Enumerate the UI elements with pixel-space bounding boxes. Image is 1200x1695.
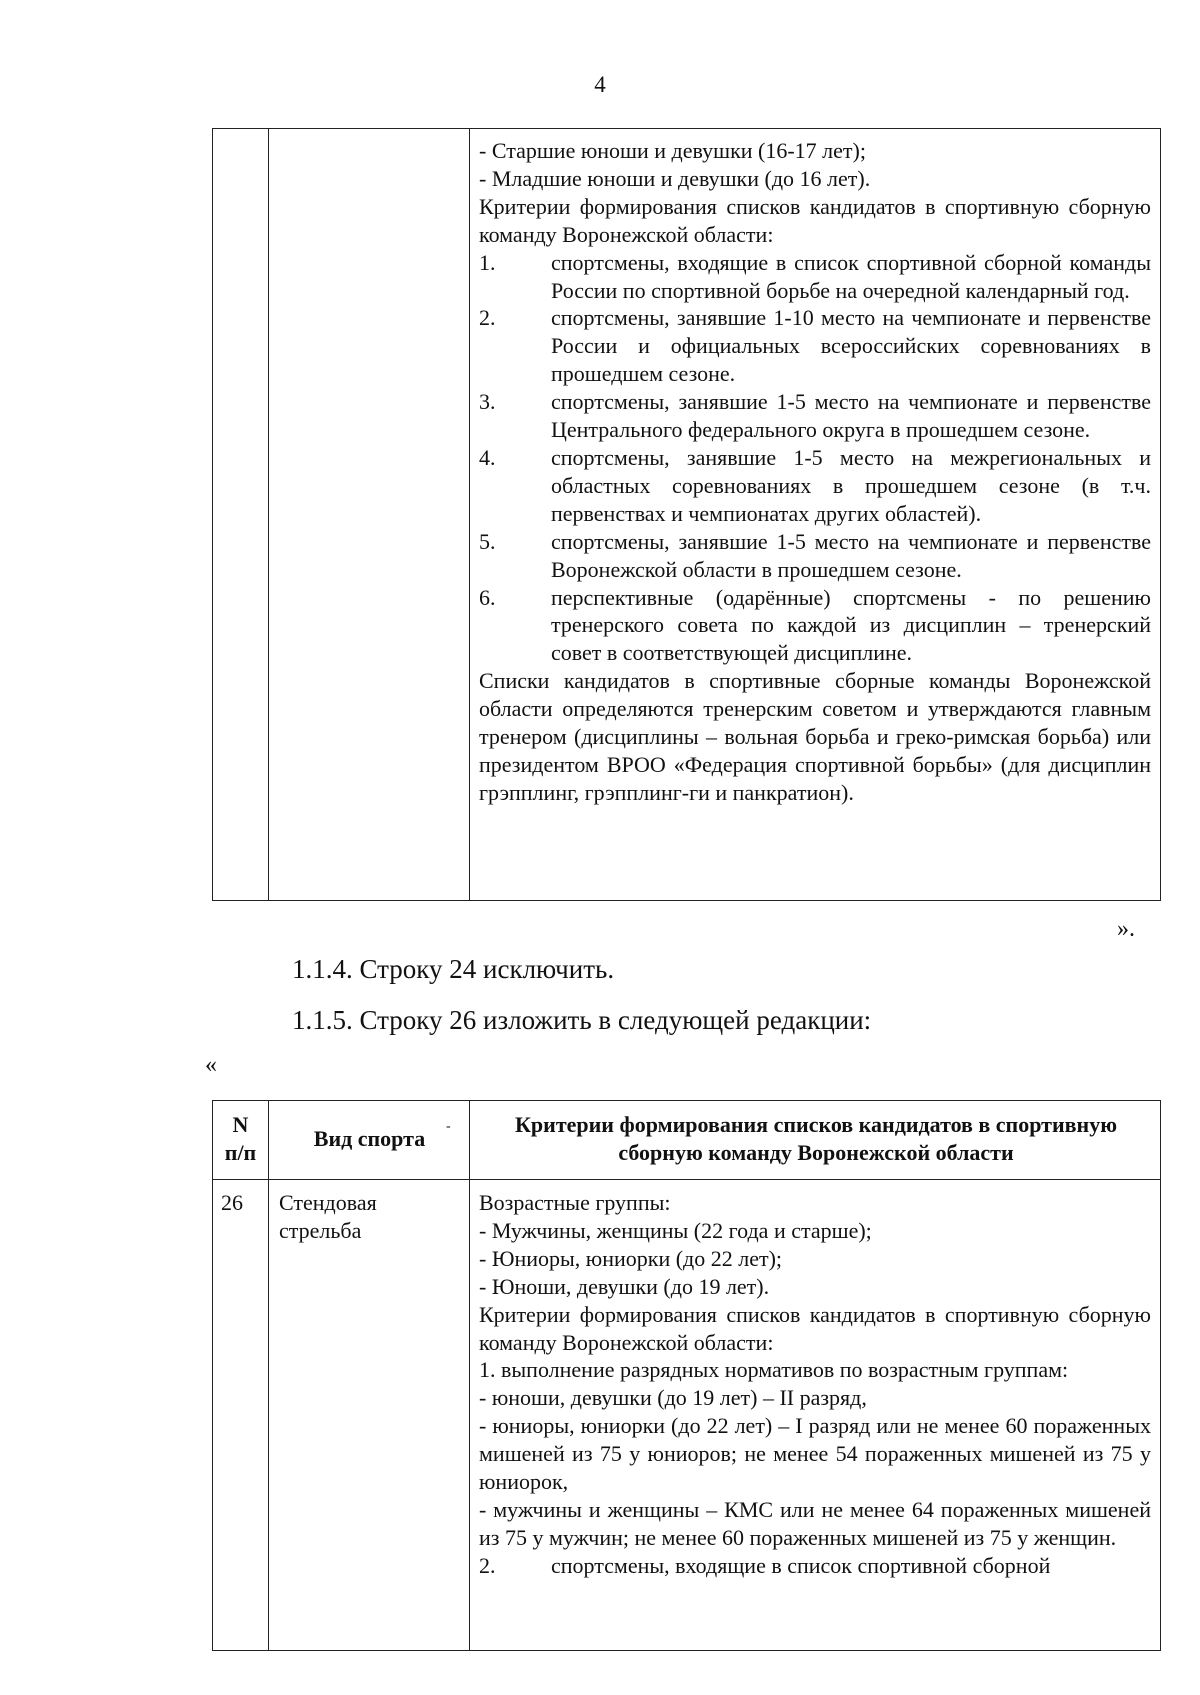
header-divider <box>213 1179 1160 1180</box>
criteria-heading: Критерии формирования списков кандидатов в спортивную сборную команду Воронежской области: <box>479 1301 1151 1355</box>
scan-mark: - <box>446 1119 451 1134</box>
age-group-line: - Старшие юноши и девушки (16-17 лет); <box>479 138 866 163</box>
column-divider <box>469 129 470 900</box>
row-criteria <box>479 1189 1151 1580</box>
age-group-line: - Мужчины, женщины (22 года и старше); <box>479 1217 872 1243</box>
header-sport: Вид спорта <box>313 1126 426 1151</box>
age-group-line: Возрастные группы: <box>479 1190 671 1215</box>
column-divider <box>268 1101 269 1650</box>
norm-line: - мужчины и женщины – КМС или не менее 64 пораженных мишеней из 75 у мужчин; не менее 60 пораженных мишеней из 75 у женщин. <box>479 1496 1151 1550</box>
sport-line: стрельба <box>279 1217 362 1243</box>
criteria-item <box>479 304 1151 388</box>
closing-paragraph: Списки кандидатов в спортивные сборные команды Воронежской области определяются тренерским советом и утверждаются главным тренером (дисциплины – вольная борьба и греко-римская борьба) или президентом ВРОО «Федерация спортивной борьбы» (для дисциплин грэпплинг, грэпплинг-ги и панкратион). <box>479 668 1151 805</box>
sport-criteria-table <box>212 1100 1161 1651</box>
header-number-line: N <box>232 1112 249 1137</box>
item-number: 3. <box>479 389 496 415</box>
header-number <box>213 1111 268 1167</box>
column-divider <box>469 1101 470 1650</box>
age-group-line: - Младшие юноши и девушки (до 16 лет). <box>479 165 871 191</box>
closing-quote: ». <box>1117 916 1135 942</box>
item-text: спортсмены, занявшие 1-10 место на чемпионате и первенстве России и официальных всероссийских соревнованиях в прошедшем сезоне. <box>551 305 1151 387</box>
criteria-cell <box>479 137 1151 807</box>
criteria-heading: Критерии формирования списков кандидатов в спортивную сборную команду Воронежской области: <box>479 193 1151 247</box>
column-divider <box>268 129 269 900</box>
item-text: спортсмены, занявшие 1-5 место на межрегиональных и областных соревнованиях в прошедшем сезоне (в т.ч. первенствах и чемпионатах других областей). <box>551 444 1151 526</box>
criteria-item <box>479 528 1151 584</box>
row-number: 26 <box>221 1190 243 1215</box>
item-text: спортсмены, занявшие 1-5 место на чемпионате и первенстве Центрального федерального округа в прошедшем сезоне. <box>551 389 1151 443</box>
header-number-line: п/п <box>224 1140 257 1165</box>
norm-line: - юниоры, юниорки (до 22 лет) – I разряд или не менее 60 пораженных мишеней из 75 у юниоров; не менее 54 пораженных мишеней из 75 у юниорок, <box>479 1413 1151 1495</box>
item-number: 5. <box>479 528 496 554</box>
item-number: 2. <box>479 305 496 331</box>
item-text: спортсмены, занявшие 1-5 место на чемпионате и первенстве Воронежской области в прошедшем сезоне. <box>551 528 1151 582</box>
header-criteria: Критерии формирования списков кандидатов в спортивную сборную команду Воронежской области <box>514 1112 1118 1165</box>
norm-line: - юноши, девушки (до 19 лет) – II разряд, <box>479 1385 867 1411</box>
row-sport <box>279 1189 377 1245</box>
sport-line: Стендовая <box>279 1190 377 1215</box>
criteria-item <box>479 1552 1151 1580</box>
age-group-line: - Юноши, девушки (до 19 лет). <box>479 1273 770 1299</box>
item-number: 1. <box>479 249 496 275</box>
criteria-item <box>479 444 1151 528</box>
item-number: 6. <box>479 584 496 610</box>
criteria-item: 1. выполнение разрядных нормативов по возрастным группам: <box>479 1357 1069 1383</box>
item-number: 2. <box>479 1552 496 1578</box>
criteria-item <box>479 249 1151 305</box>
opening-quote: « <box>205 1052 217 1078</box>
item-number: 4. <box>479 444 496 470</box>
item-text: спортсмены, входящие в список спортивной сборной <box>551 1552 1051 1578</box>
item-text: перспективные (одарённые) спортсмены - по решению тренерского совета по каждой из дисциплин – тренерский совет в соответствующей дисциплине. <box>551 584 1151 666</box>
amendment-paragraph: 1.1.4. Строку 24 исключить. <box>292 954 615 984</box>
criteria-item <box>479 584 1151 668</box>
age-group-line: - Юниоры, юниорки (до 22 лет); <box>479 1245 783 1271</box>
page-number: 4 <box>594 72 606 97</box>
item-text: спортсмены, входящие в список спортивной сборной команды России по спортивной борьбе на очередной календарный год. <box>551 249 1151 303</box>
criteria-item <box>479 388 1151 444</box>
amendment-paragraph: 1.1.5. Строку 26 изложить в следующей редакции: <box>292 1005 872 1035</box>
criteria-table-continued <box>212 128 1161 901</box>
